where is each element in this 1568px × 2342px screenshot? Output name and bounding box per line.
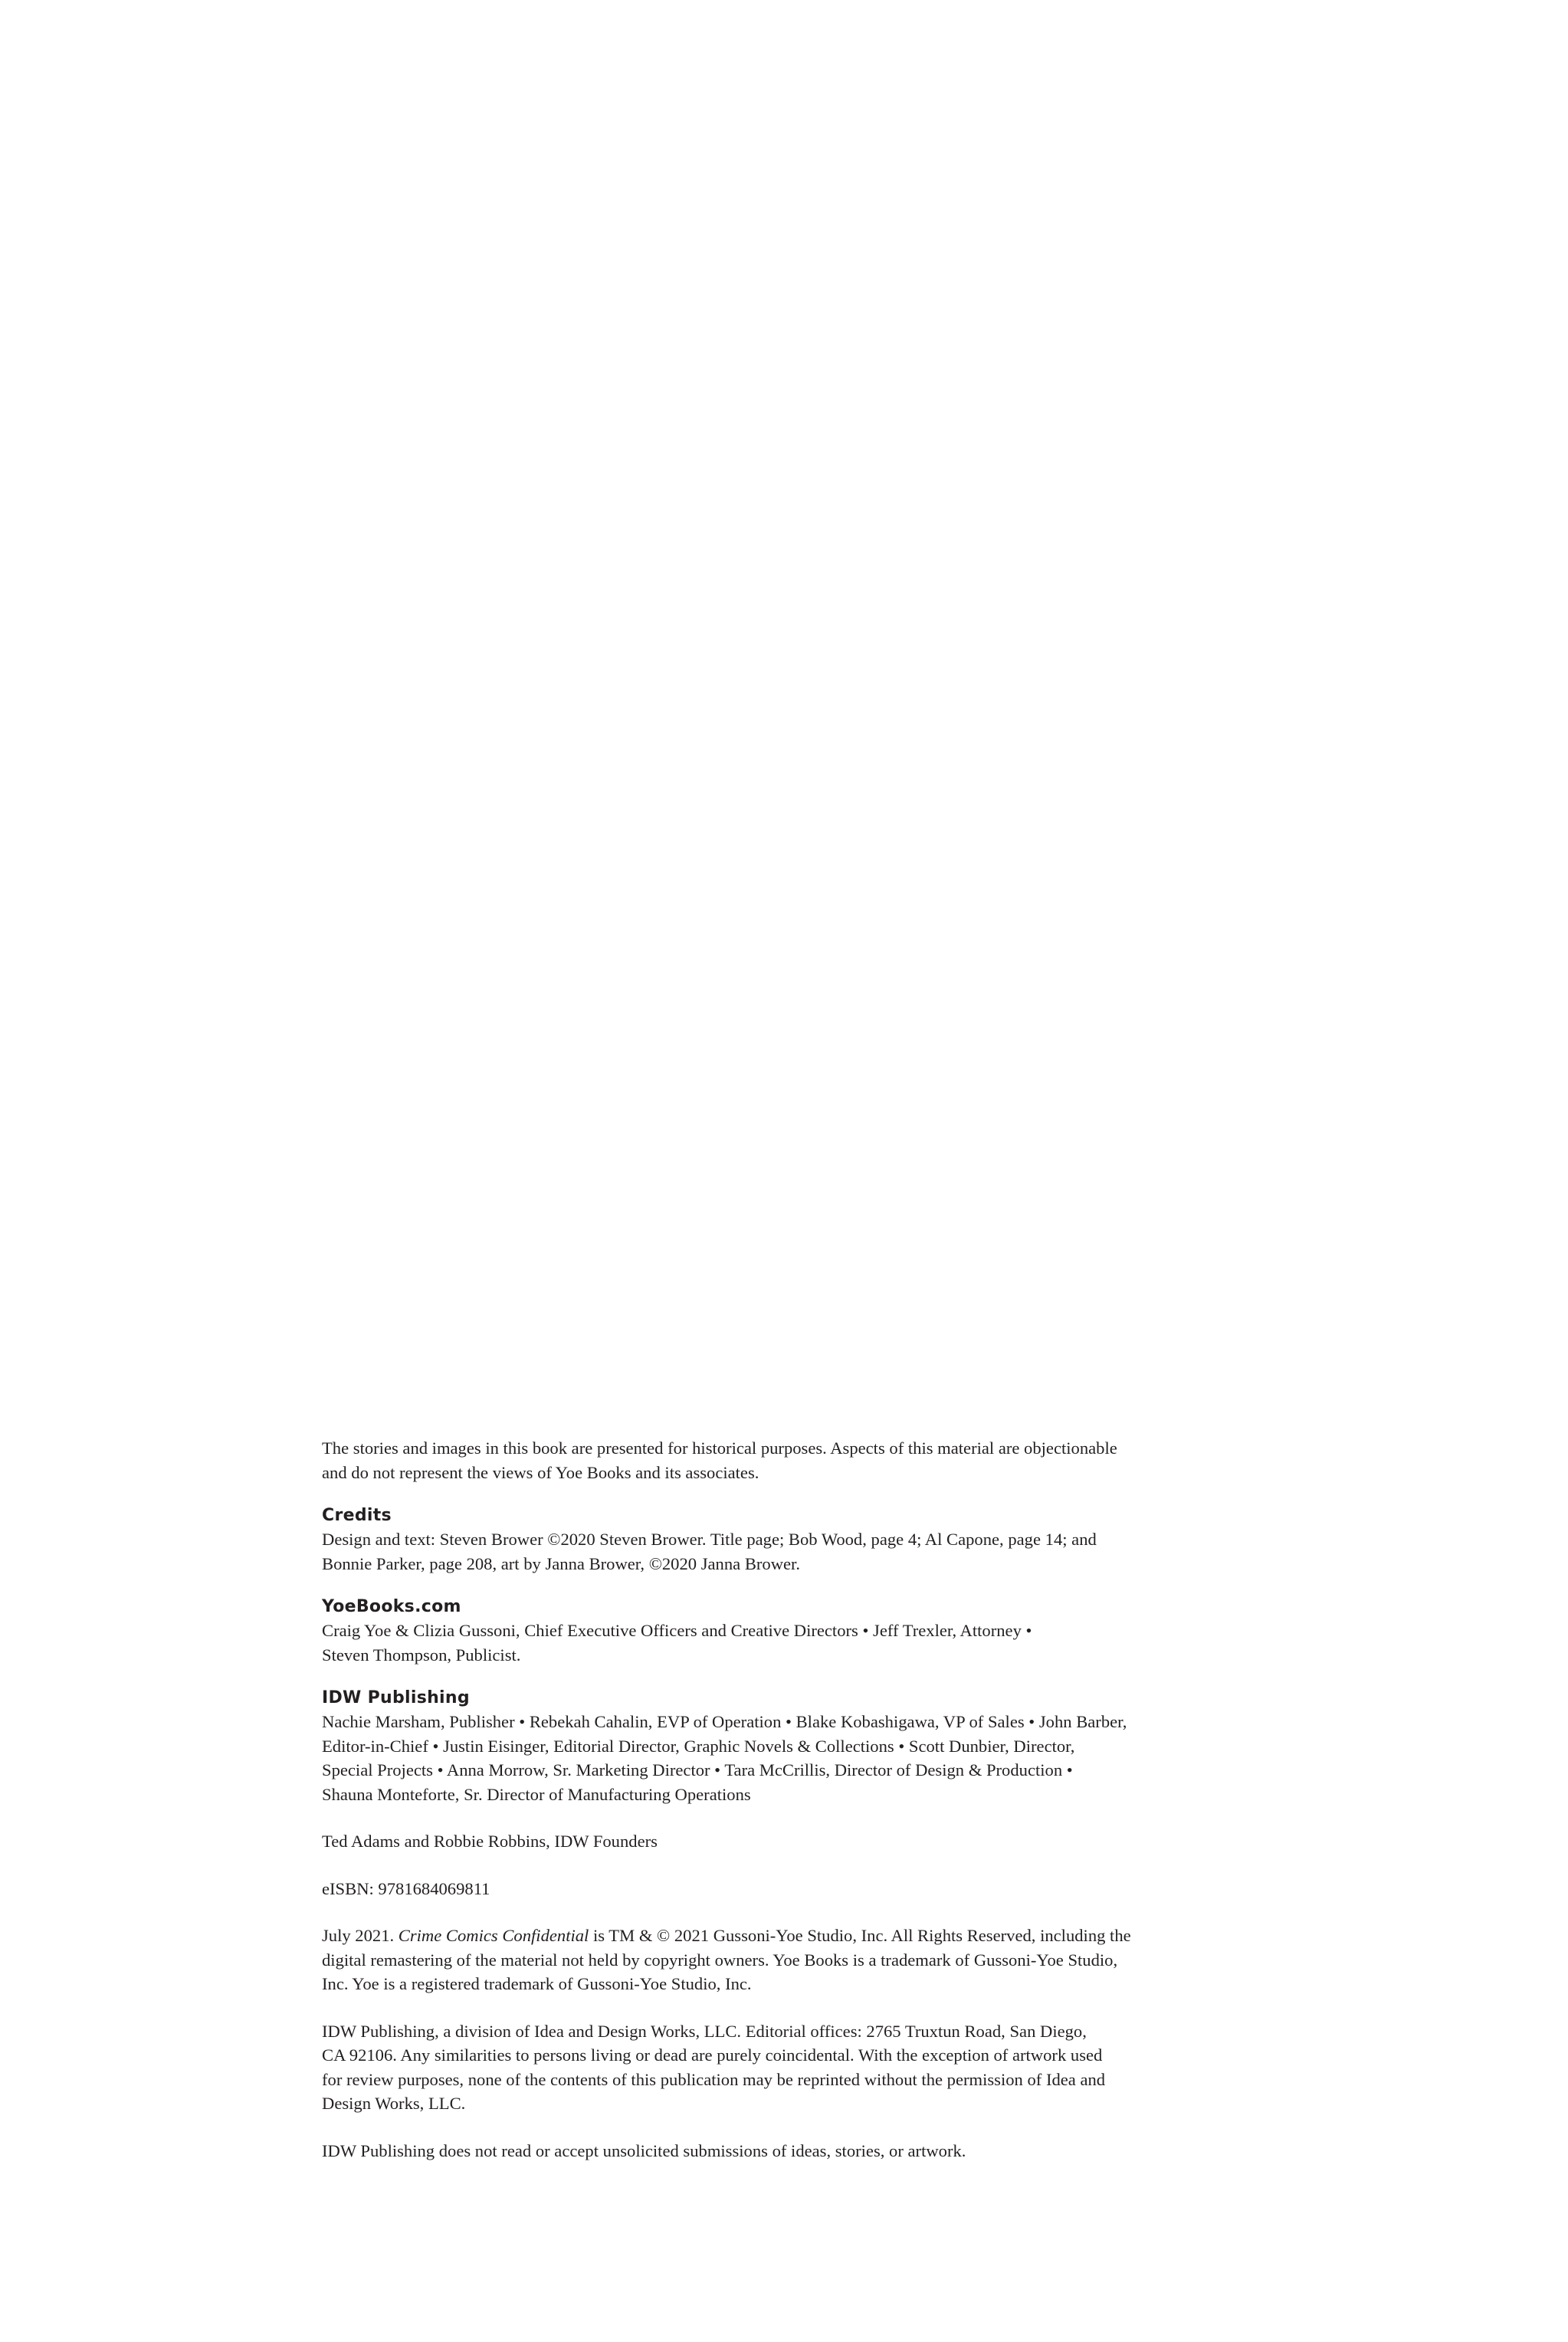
disclaimer-line: and do not represent the views of Yoe Books and its associates. — [322, 1462, 759, 1482]
copyright-block — [322, 1436, 1242, 2163]
rights-paragraph — [322, 1924, 1242, 1996]
rights-line: Inc. Yoe is a registered trademark of Gussoni-Yoe Studio, Inc. — [322, 1974, 752, 1993]
idw-section — [322, 1687, 1242, 1806]
rights-trademark: is TM & © 2021 Gussoni-Yoe Studio, Inc. All Rights Reserved, including the — [589, 1926, 1131, 1945]
disclaimer-paragraph — [322, 1436, 1242, 1484]
idw-staff-line: Special Projects • Anna Morrow, Sr. Marketing Director • Tara McCrillis, Director of Design & Production • — [322, 1760, 1073, 1779]
rights-date: July 2021. — [322, 1926, 399, 1945]
eisbn-line: eISBN: 9781684069811 — [322, 1878, 490, 1898]
idw-staff-line: Editor-in-Chief • Justin Eisinger, Editorial Director, Graphic Novels & Collections • Scott Dunbier, Director, — [322, 1736, 1075, 1756]
idw-legal-line: Design Works, LLC. — [322, 2094, 466, 2113]
yoebooks-section — [322, 1596, 1242, 1667]
yoebooks-heading: YoeBooks.com — [322, 1597, 461, 1616]
submissions-paragraph — [322, 2139, 1242, 2163]
rights-line: digital remastering of the material not held by copyright owners. Yoe Books is a trademark of Gussoni-Yoe Studio, — [322, 1950, 1118, 1970]
founders-paragraph — [322, 1829, 1242, 1854]
yoebooks-line: Craig Yoe & Clizia Gussoni, Chief Executive Officers and Creative Directors • Jeff Trexler, Attorney • — [322, 1621, 1032, 1640]
idw-legal-paragraph — [322, 2019, 1242, 2116]
founders-line: Ted Adams and Robbie Robbins, IDW Founders — [322, 1832, 658, 1851]
idw-legal-line: IDW Publishing, a division of Idea and Design Works, LLC. Editorial offices: 2765 Truxtun Road, San Diego, — [322, 2021, 1087, 2041]
idw-legal-line: CA 92106. Any similarities to persons living or dead are purely coincidental. With the exception of artwork used — [322, 2045, 1103, 2065]
yoebooks-line: Steven Thompson, Publicist. — [322, 1645, 521, 1665]
rights-line — [322, 1924, 1242, 1948]
credits-line: Bonnie Parker, page 208, art by Janna Brower, ©2020 Janna Brower. — [322, 1553, 800, 1573]
idw-staff-line: Shauna Monteforte, Sr. Director of Manufacturing Operations — [322, 1784, 751, 1804]
credits-heading: Credits — [322, 1506, 392, 1525]
idw-heading: IDW Publishing — [322, 1688, 470, 1707]
submissions-line: IDW Publishing does not read or accept unsolicited submissions of ideas, stories, or artwork. — [322, 2140, 966, 2160]
credits-section — [322, 1504, 1242, 1576]
credits-line: Design and text: Steven Brower ©2020 Steven Brower. Title page; Bob Wood, page 4; Al Capone, page 14; and — [322, 1530, 1097, 1549]
eisbn-paragraph — [322, 1877, 1242, 1901]
idw-staff-line: Nachie Marsham, Publisher • Rebekah Cahalin, EVP of Operation • Blake Kobashigawa, VP of Sales • John Barber, — [322, 1712, 1127, 1731]
disclaimer-line: The stories and images in this book are presented for historical purposes. Aspects of this material are objectionable — [322, 1438, 1117, 1458]
book-title: Crime Comics Confidential — [398, 1926, 589, 1945]
idw-legal-line: for review purposes, none of the contents of this publication may be reprinted without the permission of Idea and — [322, 2069, 1106, 2089]
